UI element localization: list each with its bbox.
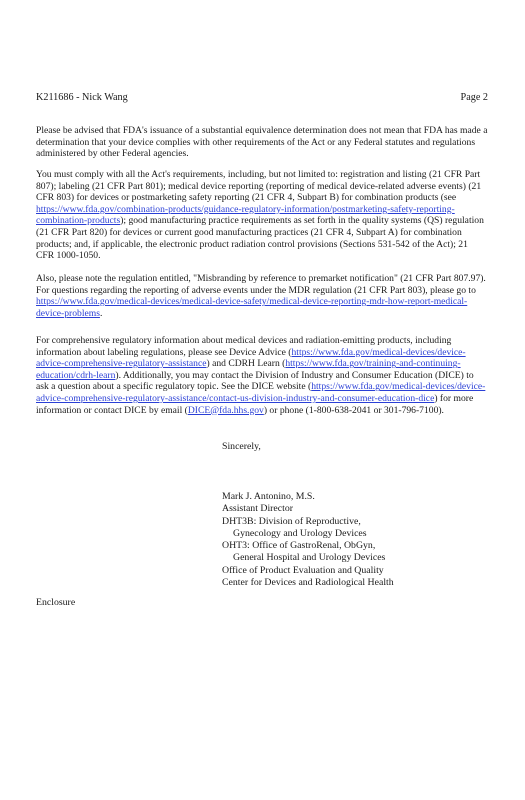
- paragraph-text: You must comply with all the Act's requirements, including, but not limited to: registration and listing (21 CFR Part 807); labeling (21 CFR Part 801); medical device reporting (reporting of medical device-related adverse events) (21 CFR 803) for devices or postmarketing safety reporting (21 CFR 4, Subpart B) for combination products (see: [36, 169, 482, 204]
- paragraph-text: For comprehensive regulatory information about medical devices and radiation-emitting products, including information about labeling regulations, please see Device Advice (: [36, 335, 452, 358]
- device-advice-link[interactable]: https://www.fda.gov/medical-devices/device-advice-comprehensive-regulatory-assistance: [36, 346, 466, 370]
- document-reference: K211686 - Nick Wang: [36, 92, 128, 103]
- signer-center: Center for Devices and Radiological Health: [222, 577, 394, 589]
- paragraph-text: ) or phone (1-800-638-2041 or 301-796-7100).: [263, 404, 444, 416]
- signer-division-cont: Gynecology and Urology Devices: [233, 527, 367, 539]
- signer-office-cont: General Hospital and Urology Devices: [233, 552, 386, 564]
- page-number: Page 2: [460, 92, 488, 103]
- dice-website-link[interactable]: https://www.fda.gov/medical-devices/device-advice-comprehensive-regulatory-assistance/contact-us-division-industry-and-consumer-education-dice: [36, 381, 486, 404]
- signer-name: Mark J. Antonino, M.S.: [222, 491, 315, 502]
- paragraph-text: .: [99, 307, 103, 319]
- signer-office: OHT3: Office of GastroRenal, ObGyn,: [222, 540, 376, 552]
- cdrh-learn-link[interactable]: https://www.fda.gov/training-and-continuing-education/cdrh-learn: [36, 358, 461, 381]
- postmarketing-safety-link[interactable]: https://www.fda.gov/combination-products/guidance-regulatory-information/postmarketing-safety-reporting-combination-products: [36, 203, 455, 227]
- signature-block: [222, 491, 394, 589]
- signer-office-product: Office of Product Evaluation and Quality: [222, 564, 384, 576]
- paragraph-act-requirements: [36, 169, 488, 262]
- closing-salutation: Sincerely,: [222, 441, 261, 452]
- paragraph-se-determination: [36, 125, 488, 160]
- signer-division: DHT3B: Division of Reproductive,: [222, 515, 361, 527]
- paragraph-text: ). Additionally, you may contact the Division of Industry and Consumer Education (DICE) to ask a question about a specific regulatory topic. See the DICE website (: [36, 369, 474, 393]
- mdr-reporting-link[interactable]: https://www.fda.gov/medical-devices/medical-device-safety/medical-device-reporting-mdr-how-report-medical-device-problems: [36, 296, 468, 319]
- paragraph-text: Please be advised that FDA's issuance of a substantial equivalence determination does not mean that FDA has made a determination that your device complies with other requirements of the Act or any Federal statutes and regulations administered by other Federal agencies.: [36, 125, 488, 160]
- paragraph-regulatory-info: [36, 335, 488, 416]
- paragraph-text: Also, please note the regulation entitled, "Misbranding by reference to premarket notification" (21 CFR Part 807.97). For questions regarding the reporting of adverse events under the MDR regulation (21 CFR Part 803), please go to: [36, 273, 486, 296]
- paragraph-text: ); good manufacturing practice requirements as set forth in the quality systems (QS) regulation (21 CFR Part 820) for devices or current good manufacturing practices (21 CFR 4, Subpart A) for combination products; and, if applicable, the electronic product radiation control provisions (Sections 531-542 of the Act); 21 CFR 1000-1050.: [36, 215, 484, 262]
- enclosure-note: Enclosure: [36, 597, 76, 608]
- paragraph-misbranding: [36, 273, 488, 319]
- paragraph-text: ) and CDRH Learn (: [206, 358, 286, 370]
- paragraph-text: ) for more information or contact DICE by email (: [36, 392, 474, 416]
- dice-email-link[interactable]: DICE@fda.hhs.gov: [187, 404, 264, 416]
- signer-title: Assistant Director: [222, 503, 294, 515]
